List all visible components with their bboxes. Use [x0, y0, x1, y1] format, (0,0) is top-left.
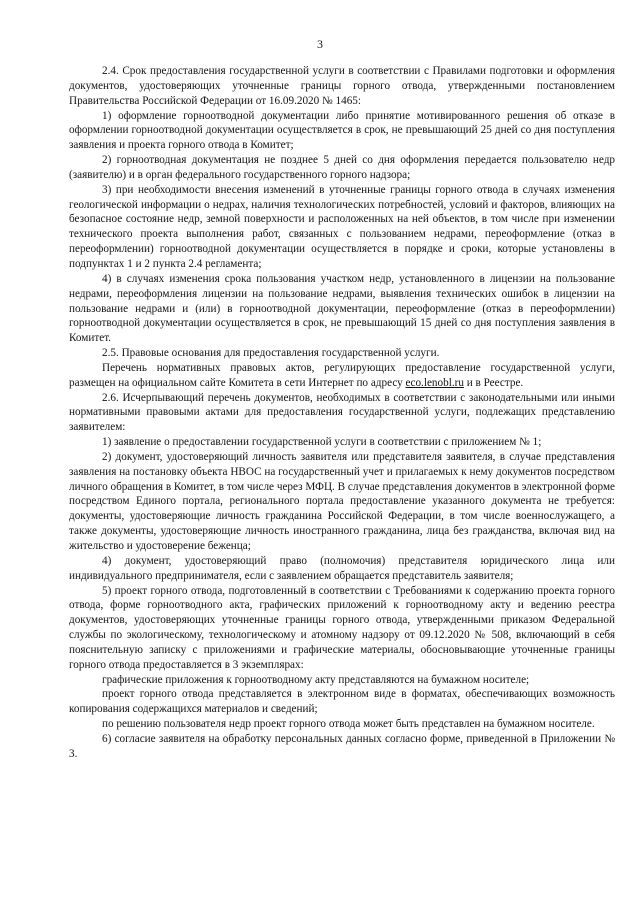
paragraph-2-6-item-1: 1) заявление о предоставлении государственной услуги в соответствии с приложением № 1;	[102, 436, 542, 449]
page-number: 3	[317, 37, 323, 51]
paragraph-2-4-item-3: 3) при необходимости внесения изменений в уточненные границы горного отвода в случаях изменения геологической информации о недрах, наличия технологических потребностей, условий и факторов, влияющих на безопасное состояние недр, земной поверхности и расположенных на ней объектов, в том числе при изменении технического проекта выполнения работ, связанных с пользованием недрами, переоформление (отказ в переоформлении) горноотводной документации осуществляется в порядке и сроки, которые установлены в подпунктах 1 и 2 пункта 2.4 регламента;	[69, 183, 615, 270]
paragraph-2-6-item-4: 4) документ, удостоверяющий право (полномочия) представителя юридического лица или индивидуального предпринимателя, если с заявлением обращается представитель заявителя;	[69, 554, 615, 582]
paragraph-2-4-item-1: 1) оформление горноотводной документации либо принятие мотивированного решения об отказе в оформлении горноотводной документации осуществляется в срок, не превышающий 25 дней со дня поступления заявления и проекта горного отвода в Комитет;	[69, 109, 615, 152]
paragraph-2-6-item-5: 5) проект горного отвода, подготовленный в соответствии с Требованиями к содержанию проекта горного отвода, форме горноотводного акта, графических приложений к горноотводному акту и ведению реестра документов, удостоверяющих уточненные границы горного отвода, утвержденными приказом Федеральной службы по экологическому, технологическому и атомному надзору от 09.12.2020 № 508, включающий в себя пояснительную записку с приложениями и графические материалы, обосновывающие уточненные границы горного отвода предоставляется в 3 экземплярах:	[69, 584, 615, 671]
paragraph-2-5: 2.5. Правовые основания для предоставления государственной услуги.	[102, 347, 440, 360]
paragraph-graphic-attachments: графические приложения к горноотводному акту представляются на бумажном носителе;	[102, 673, 530, 686]
website-link[interactable]: eco.lenobl.ru	[405, 376, 464, 389]
paragraph-2-4-item-4: 4) в случаях изменения срока пользования участком недр, установленного в лицензии на пользование недрами, переоформления лицензии на пользование недрами, выявления технических ошибок в лицензии на пользование недрами и (или) в горноотводной документации, переоформление (отказ в переоформлении) горноотводной документации осуществляется в срок, не превышающий 15 дней со дня поступления заявления в Комитет.	[69, 272, 615, 345]
legal-acts-text: Перечень нормативных правовых актов, регулирующих предоставление государственной услуги, размещен на официальном сайте Комитета в сети Интернет по адресу	[69, 361, 615, 389]
paragraph-electronic-form: проект горного отвода представляется в электронном виде в форматах, обеспечивающих возможность копирования содержащихся материалов и сведений;	[69, 688, 615, 716]
paragraph-paper-form: по решению пользователя недр проект горного отвода может быть представлен на бумажном носителе.	[102, 718, 595, 731]
legal-acts-text-end: и в Реестре.	[463, 376, 524, 389]
paragraph-2-6: 2.6. Исчерпывающий перечень документов, необходимых в соответствии с законодательными или иными нормативными правовыми актами для предоставления государственной услуги, подлежащих представлению заявителем:	[69, 391, 615, 434]
paragraph-2-6-item-2: 2) документ, удостоверяющий личность заявителя или представителя заявителя, в случае представления заявления на постановку объекта НВОС на государственный учет и прилагаемых к нему документов посредством личного обращения в Комитет, в том числе через МФЦ. В случае представления документов в электронной форме посредством Единого портала, регионального портала предоставление указанного документа не требуется: документы, удостоверяющие личность гражданина Российской Федерации, в том числе военнослужащего, а также документы, удостоверяющие личность иностранного гражданина, лица без гражданства, включая вид на жительство и удостоверение беженца;	[69, 450, 615, 552]
document-body	[69, 64, 615, 762]
paragraph-legal-acts	[69, 361, 615, 391]
paragraph-2-4-item-2: 2) горноотводная документация не позднее 5 дней со дня оформления передается пользователю недр (заявителю) и в орган федерального государственного горного надзора;	[69, 154, 615, 181]
paragraph-2-4: 2.4. Срок предоставления государственной услуги в соответствии с Правилами подготовки и оформления документов, удостоверяющих уточненные границы горного отвода, утвержденными постановлением Правительства Российской Федерации от 16.09.2020 № 1465:	[69, 65, 615, 107]
paragraph-2-6-item-6: 6) согласие заявителя на обработку персональных данных согласно форме, приведенной в Приложении № 3.	[69, 732, 615, 760]
